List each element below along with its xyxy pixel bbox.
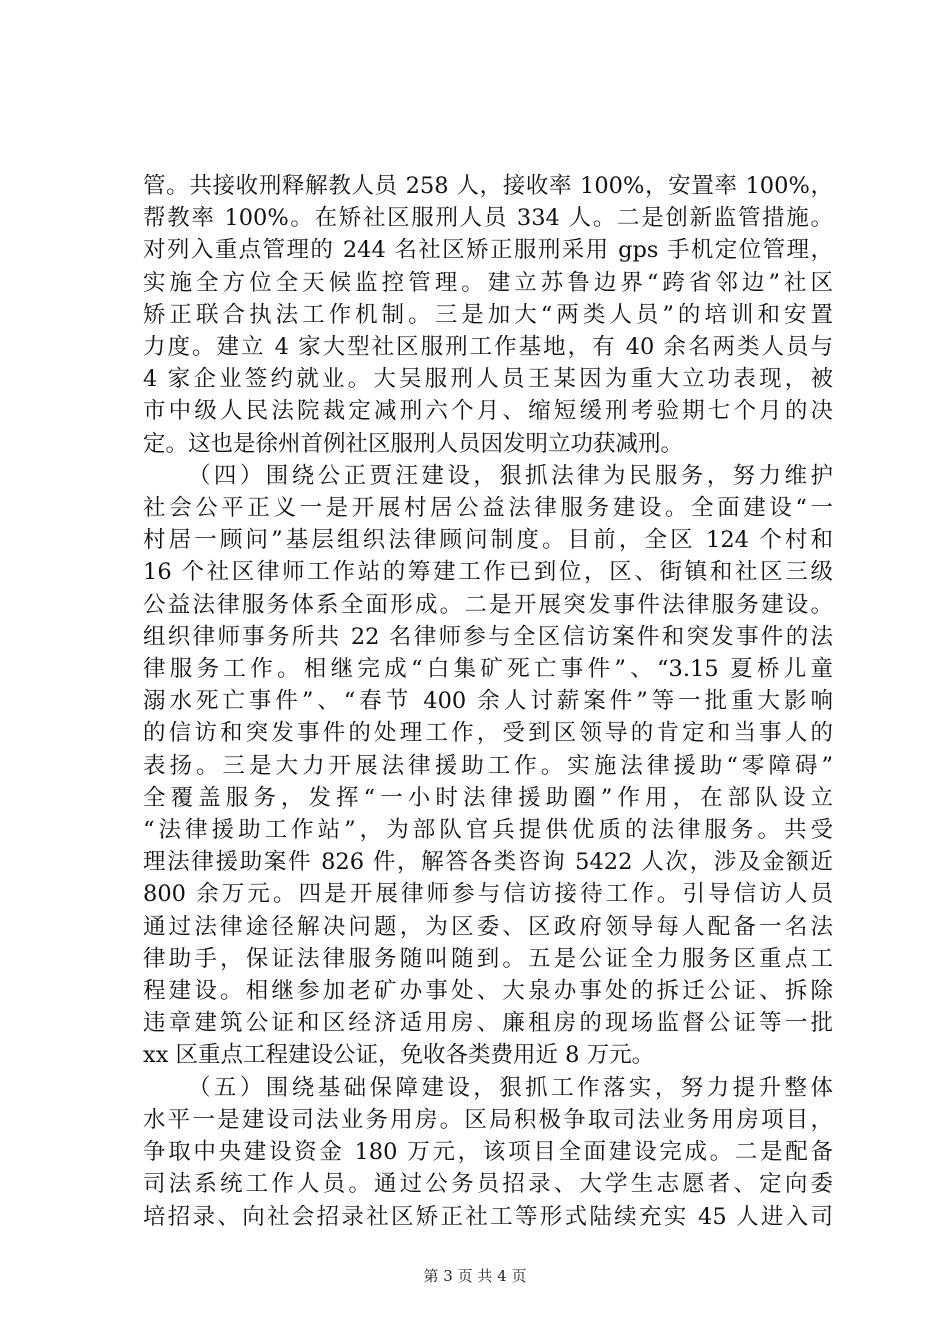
- text-line: xx 区重点工程建设公证，免收各类费用近 8 万元。: [143, 1042, 655, 1069]
- page-footer: 第 3 页 共 4 页: [423, 1267, 527, 1285]
- text-line: 的信访和突发事件的处理工作，受到区领导的肯定和当事人的: [143, 720, 833, 747]
- text-line: 矫正联合执法工作机制。三是加大“两类人员”的培训和安置: [143, 301, 833, 328]
- text-line: 16 个社区律师工作站的筹建工作已到位，区、街镇和社区三级: [143, 559, 833, 586]
- text-line: 帮教率 100%。在矫社区服刑人员 334 人。二是创新监管措施。: [143, 205, 833, 232]
- text-line: 村居一顾问”基层组织法律顾问制度。目前，全区 124 个村和: [143, 527, 833, 554]
- text-line: 社会公平正义一是开展村居公益法律服务建设。全面建设“一: [143, 495, 833, 522]
- text-line: 司法系统工作人员。通过公务员招录、大学生志愿者、定向委: [143, 1171, 833, 1198]
- text-line: 违章建筑公证和区经济适用房、廉租房的现场监督公证等一批: [143, 1010, 833, 1037]
- paragraph: [143, 460, 833, 1072]
- text-line: 水平一是建设司法业务用房。区局积极争取司法业务用房项目，: [143, 1106, 833, 1133]
- paragraph: [143, 170, 833, 460]
- text-line: 对列入重点管理的 244 名社区矫正服刑采用 gps 手机定位管理，: [143, 237, 833, 264]
- text-line: 表扬。三是大力开展法律援助工作。实施法律援助“零障碍”: [143, 752, 833, 779]
- text-line: 800 余万元。四是开展律师参与信访接待工作。引导信访人员: [143, 881, 833, 908]
- text-line: 4 家企业签约就业。大吴服刑人员王某因为重大立功表现，被: [143, 366, 833, 393]
- text-line: 组织律师事务所共 22 名律师参与全区信访案件和突发事件的法: [143, 623, 833, 650]
- text-line: 律助手，保证法律服务随叫随到。五是公证全力服务区重点工: [143, 945, 833, 972]
- paragraph: [143, 1072, 833, 1233]
- text-line: 管。共接收刑释解教人员 258 人，接收率 100%，安置率 100%，: [143, 173, 833, 199]
- text-line: “法律援助工作站”，为部队官兵提供优质的法律服务。共受: [143, 817, 833, 844]
- text-line: 培招录、向社会招录社区矫正社工等形式陆续充实 45 人进入司: [143, 1203, 833, 1230]
- text-line: 溺水死亡事件”、“春节 400 余人讨薪案件”等一批重大影响: [143, 688, 833, 715]
- text-line: 通过法律途径解决问题，为区委、区政府领导每人配备一名法: [143, 913, 833, 940]
- text-line: 定。这也是徐州首例社区服刑人员因发明立功获减刑。: [143, 430, 684, 457]
- document-body: [143, 170, 833, 1233]
- text-line: 公益法律服务体系全面形成。二是开展突发事件法律服务建设。: [143, 591, 833, 618]
- text-line: 实施全方位全天候监控管理。建立苏鲁边界“跨省邻边”社区: [143, 269, 833, 296]
- text-line: 程建设。相继参加老矿办事处、大泉办事处的拆迁公证、拆除: [143, 978, 833, 1005]
- text-line: （五）围绕基础保障建设，狠抓工作落实，努力提升整体: [188, 1074, 833, 1101]
- text-line: （四）围绕公正贾汪建设，狠抓法律为民服务，努力维护: [188, 462, 833, 489]
- text-line: 律服务工作。相继完成“白集矿死亡事件”、“3.15 夏桥儿童: [143, 656, 833, 683]
- text-line: 力度。建立 4 家大型社区服刑工作基地，有 40 余名两类人员与: [143, 334, 833, 361]
- text-line: 理法律援助案件 826 件，解答各类咨询 5422 人次，涉及金额近: [143, 849, 833, 876]
- text-line: 全覆盖服务，发挥“一小时法律援助圈”作用，在部队设立: [143, 784, 833, 811]
- text-line: 市中级人民法院裁定减刑六个月、缩短缓刑考验期七个月的决: [143, 398, 833, 425]
- text-line: 争取中央建设资金 180 万元，该项目全面建设完成。二是配备: [143, 1139, 833, 1166]
